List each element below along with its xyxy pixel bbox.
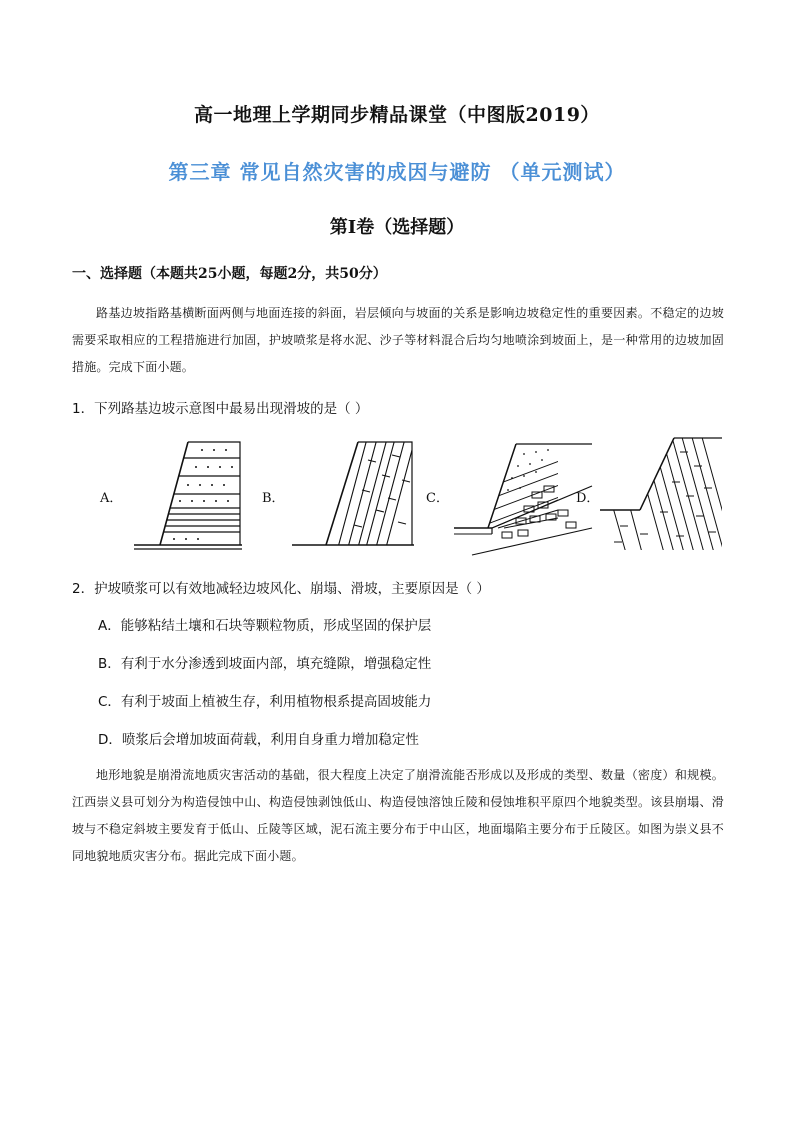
q1-label-c: C． xyxy=(426,491,449,506)
q2-option-b[interactable]: B．有利于水分渗透到坡面内部，填充缝隙，增强稳定性 xyxy=(98,656,432,672)
page-title: 高一地理上学期同步精品课堂（中图版2019） xyxy=(194,104,600,126)
question-2-stem: 2．护坡喷浆可以有效地减轻边坡风化、崩塌、滑坡，主要原因是（ ） xyxy=(72,581,490,597)
q2-option-c[interactable]: C．有利于坡面上植被生存，利用植物根系提高固坡能力 xyxy=(98,694,432,710)
passage-roadbed: 路基边坡指路基横断面两侧与地面连接的斜面，岩层倾向与坡面的关系是影响边坡稳定性的重要因素。不稳定的边坡需要采取相应的工程措施进行加固，护坡喷浆是将水泥、沙子等材料混合后均匀地喷涂到坡面上，是一种常用的边坡加固措施。完成下面小题。 xyxy=(72,306,724,374)
passage-landform: 地形地貌是崩滑流地质灾害活动的基础，很大程度上决定了崩滑流能否形成以及形成的类型、数量（密度）和规模。江西崇义县可划分为构造侵蚀中山、构造侵蚀剥蚀低山、构造侵蚀溶蚀丘陵和侵蚀堆积平原四个地貌类型。该县崩塌、滑坡与不稳定斜坡主要发育于低山、丘陵等区域，泥石流主要分布于中山区，地面塌陷主要分布于丘陵区。如图为崇义县不同地貌地质灾害分布。据此完成下面小题。 xyxy=(72,768,724,863)
q1-label-d: D． xyxy=(576,491,600,506)
q2-option-d[interactable]: D．喷浆后会增加坡面荷载，利用自身重力增加稳定性 xyxy=(98,732,419,748)
q1-label-a: A． xyxy=(100,491,123,506)
slope-diagram-b xyxy=(290,430,450,560)
slope-diagram-a xyxy=(130,430,290,560)
slope-diagram-c xyxy=(452,430,612,560)
q1-label-b: B． xyxy=(262,491,285,506)
volume-heading: 第I卷（选择题） xyxy=(329,217,465,238)
chapter-subtitle: 第三章 常见自然灾害的成因与避防 （单元测试） xyxy=(168,160,626,184)
section-heading: 一、选择题（本题共25小题，每题2分，共50分） xyxy=(72,266,387,282)
q2-option-a[interactable]: A．能够粘结土壤和石块等颗粒物质，形成坚固的保护层 xyxy=(98,618,432,634)
question-1-stem: 1．下列路基边坡示意图中最易出现滑坡的是（ ） xyxy=(72,401,369,417)
slope-diagram-d xyxy=(600,430,760,560)
